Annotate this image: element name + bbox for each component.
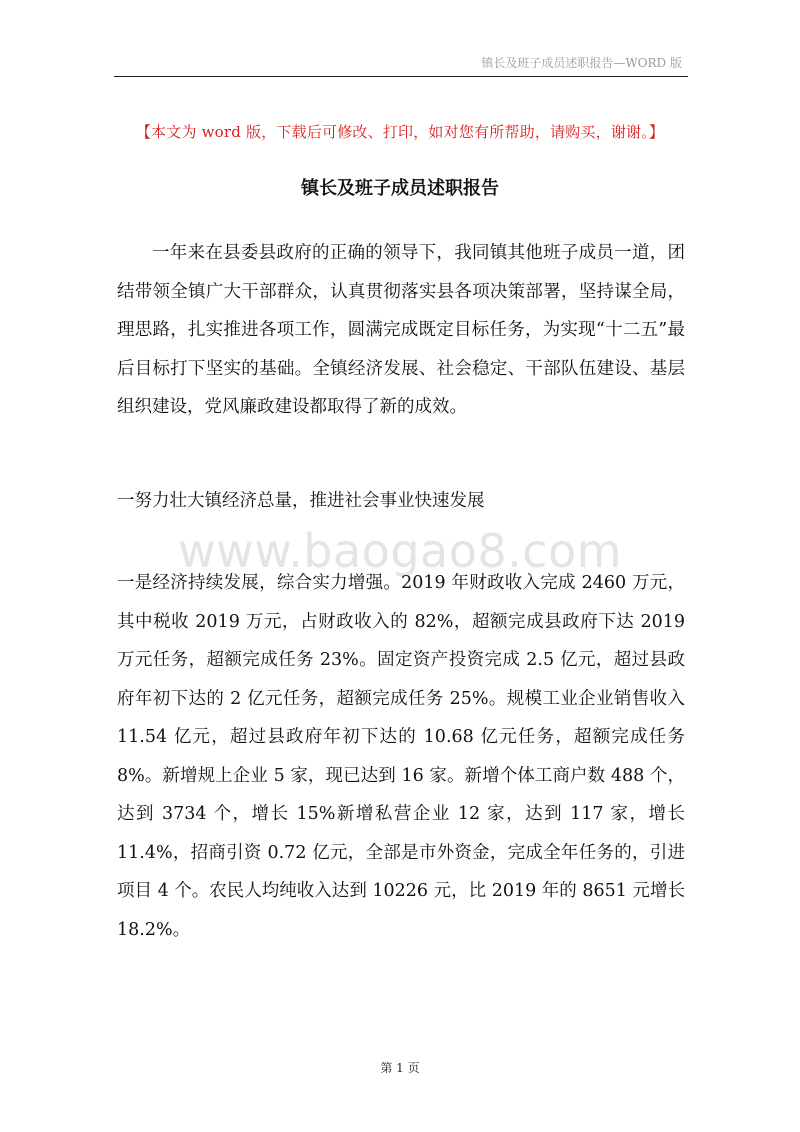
header-divider [114,76,688,77]
watermark: www.baogao8.com [178,524,622,578]
document-title: 镇长及班子成员述职报告 [301,178,499,199]
purchase-notice: 【本文为 word 版，下载后可修改、打印，如对您有所帮助，请购买，谢谢。】 [135,123,665,141]
intro-paragraph: 一年来在县委县政府的正确的领导下，我同镇其他班子成员一道，团结带领全镇广大干部群众，认真贯彻落实县各项决策部署，坚持谋全局，理思路，扎实推进各项工作，圆满完成既定目标任务，为实现“十二五”最后目标打下坚实的基础。全镇经济发展、社会稳定、干部队伍建设、基层组织建设，党风廉政建设都取得了新的成效。 [117,243,685,417]
section-heading: 一努力壮大镇经济总量，推进社会事业快速发展 [117,491,485,511]
running-header: 镇长及班子成员述职报告—WORD 版 [481,56,682,70]
page-number: 第 1 页 [380,1061,420,1075]
economy-paragraph: 一是经济持续发展，综合实力增强。2019 年财政收入完成 2460 万元，其中税收 2019 万元，占财政收入的 82%，超额完成县政府下达 2019 万元任务，超额完成任务 23%。固定资产投资完成 2.5 亿元，超过县政府年初下达的 2 亿元任务，超额完成任务 25%。规模工业企业销售收入 11.54 亿元，超过县政府年初下达的 10.68 亿元任务，超额完成任务 8%。新增规上企业 5 家，现已达到 16 家。新增个体工商户数 488 个，达到 3734 个，增长 15%新增私营企业 12 家，达到 117 家，增长 11.4%，招商引资 0.72 亿元，全部是市外资金，完成全年任务的，引进项目 4 个。农民人均纯收入达到 10226 元，比 2019 年的 8651 元增长 18.2%。 [117,573,685,940]
